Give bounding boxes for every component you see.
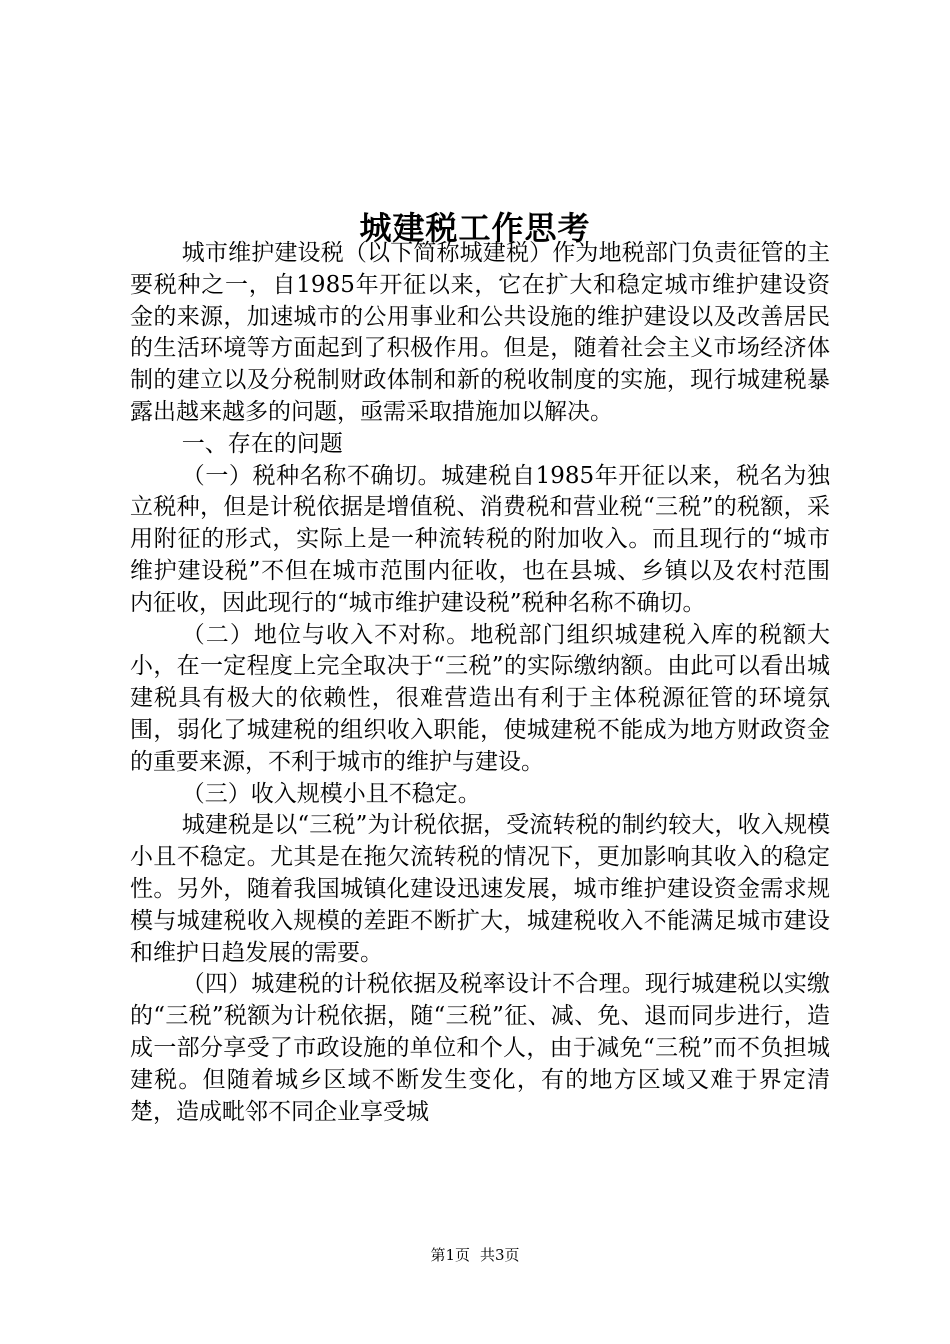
paragraph-intro: 城市维护建设税（以下简称城建税）作为地税部门负责征管的主要税种之一，自1985年开征以来，它在扩大和稳定城市维护建设资金的来源，加速城市的公用事业和公共设施的维护建设以及改善居民的生活环境等方面起到了积极作用。但是，随着社会主义市场经济体制的建立以及分税制财政体制和新的税收制度的实施，现行城建税暴露出越来越多的问题，亟需采取措施加以解决。	[130, 240, 830, 425]
page-number: 第1页	[430, 1246, 470, 1264]
paragraph-point-4: （四）城建税的计税依据及税率设计不合理。现行城建税以实缴的“三税”税额为计税依据，随“三税”征、减、免、退而同步进行，造成一部分享受了市政设施的单位和个人，由于减免“三税”而不负担城建税。但随着城乡区域不断发生变化，有的地方区域又难于界定清楚，造成毗邻不同企业享受城	[130, 971, 830, 1125]
paragraph-point-3-body: 城建税是以“三税”为计税依据，受流转税的制约较大，收入规模小且不稳定。尤其是在拖欠流转税的情况下，更加影响其收入的稳定性。另外，随着我国城镇化建设迅速发展，城市维护建设资金需求规模与城建税收入规模的差距不断扩大，城建税收入不能满足城市建设和维护日趋发展的需要。	[130, 812, 830, 966]
paragraph-point-2: （二）地位与收入不对称。地税部门组织城建税入库的税额大小，在一定程度上完全取决于“三税”的实际缴纳额。由此可以看出城建税具有极大的依赖性，很难营造出有利于主体税源征管的环境氛围，弱化了城建税的组织收入职能，使城建税不能成为地方财政资金的重要来源，不利于城市的维护与建设。	[130, 621, 830, 775]
page-total: 共3页	[480, 1246, 520, 1264]
page-footer	[0, 1245, 950, 1265]
paragraph-point-3-heading: （三）收入规模小且不稳定。	[181, 780, 481, 807]
document-title: 城建税工作思考	[359, 209, 591, 248]
document-body	[130, 238, 830, 1128]
section-heading-problems: 一、存在的问题	[181, 430, 343, 457]
paragraph-point-1: （一）税种名称不确切。城建税自1985年开征以来，税名为独立税种，但是计税依据是增值税、消费税和营业税“三税”的税额，采用附征的形式，实际上是一种流转税的附加收入。而且现行的“城市维护建设税”不但在城市范围内征收，也在县城、乡镇以及农村范围内征收，因此现行的“城市维护建设税”税种名称不确切。	[130, 462, 830, 616]
